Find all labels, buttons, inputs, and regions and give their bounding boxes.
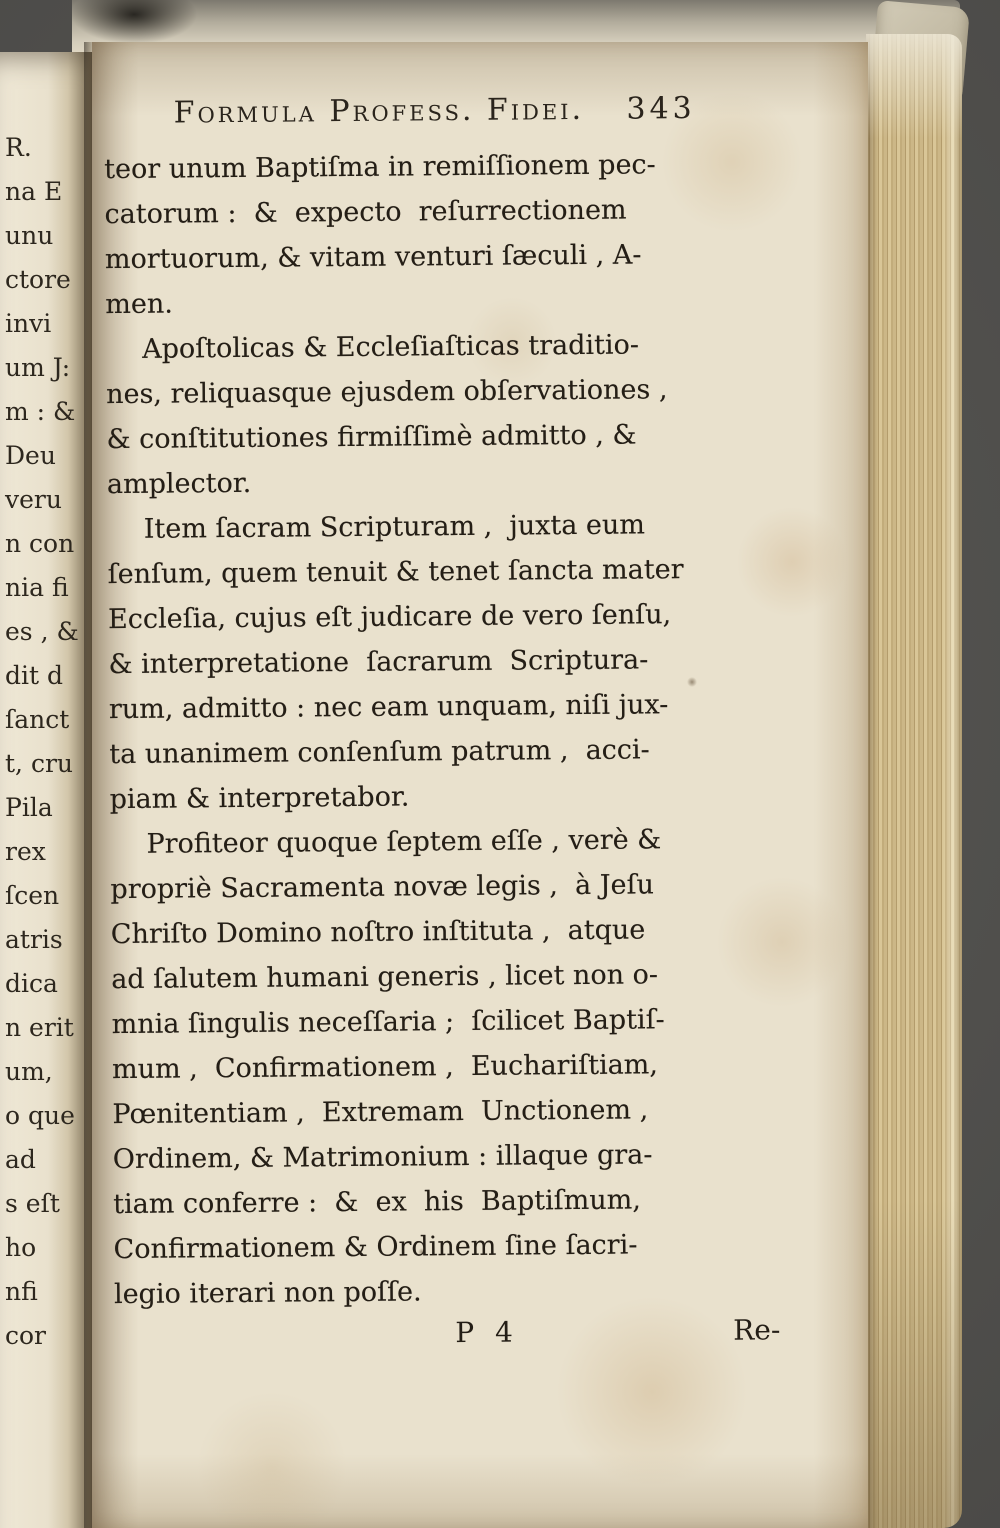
left-page-text-fragment: ad (5, 1145, 36, 1174)
left-page-text-fragment: ſcen (5, 881, 60, 910)
left-page-text-fragment: cor (5, 1321, 47, 1350)
page-content (88, 90, 875, 1376)
running-header (174, 91, 696, 131)
left-page-text-fragment: um J: (5, 353, 71, 382)
left-page-fragments (0, 52, 92, 1358)
gathering-signature: P 4 (455, 1315, 519, 1350)
left-page-text-fragment: t, cru (5, 749, 73, 778)
left-page-text-fragment: ho (5, 1233, 37, 1262)
left-page-text-fragment: n erit (5, 1013, 74, 1042)
left-page-text-fragment: Deu (5, 441, 56, 470)
page-body (104, 141, 850, 1317)
paragraph: Apoſtolicas & Eccleſiaſticas traditio- nes, reliquasque ejusdem obſervationes , & conſtitutiones firmiſſimè admitto , & amplector. (106, 329, 668, 501)
running-title: Formula Profess. Fidei. (173, 91, 585, 131)
left-page-text-fragment: es , & (5, 617, 79, 646)
page-footer (98, 1312, 874, 1375)
paragraph: Profiteor quoque ſeptem eſſe , verè & propriè Sacramenta novæ legis , à Jeſu Chriſto Domino noſtro inſtituta , atque ad ſalutem humani generis , licet non o- mnia ſingulis neceſſaria ; ſcilicet Baptiſ- mum , Confirmationem , Euchariſtiam, Pœnitentiam , Extremam Unctionem , Ordinem, & Matrimonium : illaque gra- tiam conferre : & ex his Baptiſmum, Confirmationem & Ordinem ſine ſacri- legio iterari non poſſe. (110, 824, 665, 1311)
left-page-text-fragment: rex (5, 837, 46, 866)
left-page-text-fragment: unu (5, 221, 54, 250)
left-page-text-fragment: ſanct (5, 705, 70, 734)
left-page-text-fragment: ctore (5, 265, 71, 294)
left-page-text-fragment: invi (5, 309, 52, 338)
catchword: Re- (733, 1313, 781, 1347)
left-page-text-fragment: m : & (5, 397, 76, 426)
left-page-text-fragment: Pila (5, 793, 53, 822)
paragraph: teor unum Baptiſma in remiſſionem pec- catorum : & expecto reſurrectionem mortuorum, & vitam venturi ſæculi , A- men. (104, 149, 656, 321)
left-page-text-fragment: s eſt (5, 1189, 60, 1218)
left-page-text-fragment: o que (5, 1101, 75, 1130)
left-page-text-fragment: veru (5, 485, 62, 514)
left-page-text-fragment: atris (5, 925, 63, 954)
left-page-text-fragment: dica (5, 969, 58, 998)
left-page-text-fragment: nia fi (5, 573, 69, 602)
left-page-text-fragment: um, (5, 1057, 53, 1086)
left-page-text-fragment: na E (5, 177, 63, 206)
previous-page-edge (0, 52, 92, 1528)
left-page-text-fragment: dit d (5, 661, 63, 690)
page-number: 343 (626, 90, 696, 127)
left-page-text-fragment: n con (5, 529, 75, 558)
left-page-text-fragment: R. (5, 133, 32, 162)
fore-edge-page-stack (866, 34, 962, 1528)
paragraph: Item ſacram Scripturam , juxta eum ſenſum, quem tenuit & tenet ſancta mater Eccleſia, cujus eſt judicare de vero ſenſu, & interpretatione ſacrarum Scriptura- rum, admitto : nec eam unquam, niſi jux- ta unanimem conſenſum patrum , acci- piam & interpretabor. (107, 509, 684, 816)
left-page-text-fragment: nfi (5, 1277, 38, 1306)
book-page (92, 42, 868, 1528)
